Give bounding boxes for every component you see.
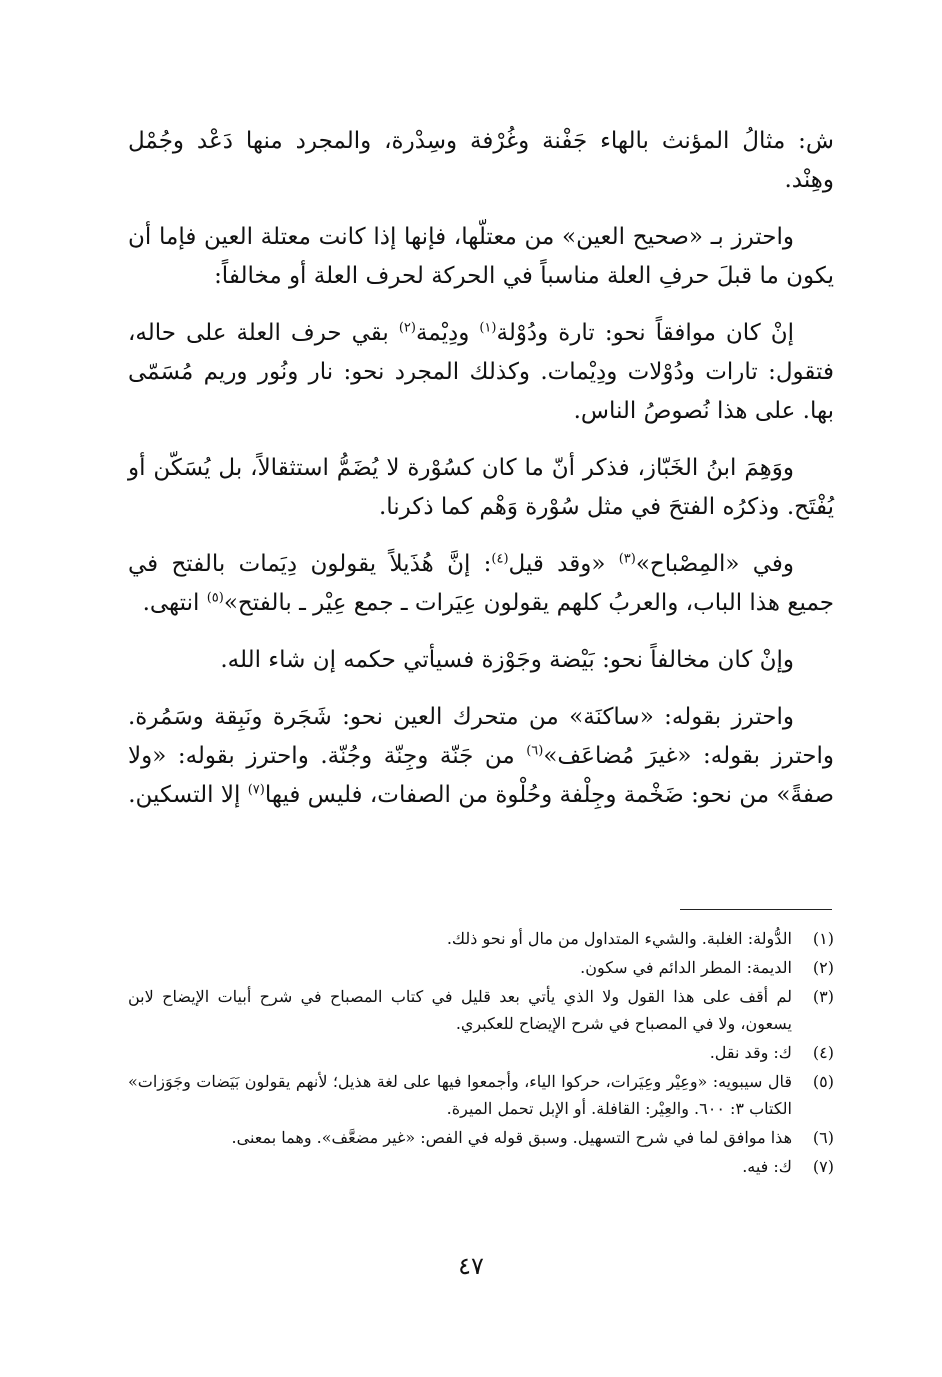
- footnote-text: لم أقف على هذا القول ولا الذي يأتي بعد قليل في كتاب المصباح في شرح أبيات الإيضاح لابن يسعون، ولا في المصباح في شرح الإيضاح للعكبري.: [128, 987, 792, 1033]
- paragraph-7-text-a: واحترز بقوله: «ساكنَة» من متحرك العين نحو: شَجَرة ونَبِقة وسَمُرة. واحترز بقوله: «غيرَ مُضاعَف»: [128, 704, 834, 769]
- footnote-item: [128, 925, 834, 952]
- footnote-item: [128, 983, 834, 1037]
- footnote-number: (٥): [812, 1072, 834, 1091]
- paragraph-2-text: واحترز بـ «صحيح العين» من معتلّها، فإنها إذا كانت معتلة العين فإما أن يكون ما قبلَ حرفِ العلة مناسباً في الحركة لحرف العلة أو مخالفاً:: [128, 224, 834, 289]
- footnote-number: (٤): [812, 1043, 834, 1062]
- footnote-number: (٦): [812, 1128, 834, 1147]
- footnote-ref-4: (٤): [491, 551, 509, 567]
- paragraph-3: [128, 314, 834, 431]
- footnotes: [128, 925, 834, 1182]
- paragraph-5-text-d: انتهى.: [142, 590, 207, 616]
- paragraph-2: [128, 218, 834, 296]
- paragraph-6-text: وإنْ كان مخالفاً نحو: بَيْضة وجَوْزة فسيأتي حكمه إن شاء الله.: [220, 647, 794, 673]
- footnote-number: (٢): [812, 958, 834, 977]
- footnote-text: قال سيبويه: «وعِيْر وعِيَرات، حركوا الياء، وأجمعوا فيها على لغة هذيل؛ لأنهم يقولون بَيَضات وجَوَزات» الكتاب ٣: ٦٠٠. والعِيْر: القافلة. أو الإبل تحمل الميرة.: [128, 1072, 793, 1118]
- footnote-ref-6: (٦): [526, 743, 544, 759]
- footnote-text: الديمة: المطر الدائم في سكون.: [580, 958, 792, 977]
- paragraph-6: [128, 641, 834, 680]
- footnote-ref-5: (٥): [206, 590, 224, 606]
- footnote-divider: [680, 909, 832, 910]
- footnote-ref-1: (١): [479, 320, 497, 336]
- paragraph-5-text-c: : إنَّ هُذَيلاً يقولون دِيَمات بالفتح في جميع هذا الباب، والعربُ كلهم يقولون عِيَرات ـ جمع عِيْر ـ بالفتح»: [128, 551, 834, 616]
- page-number: ٤٧: [458, 1252, 484, 1280]
- paragraph-5-text-a: وفي «المِصْباح»: [635, 551, 794, 577]
- footnote-text: ك: فيه.: [742, 1157, 792, 1176]
- paragraph-1-text: ش: مثالُ المؤنث بالهاء جَفْنة وغُرْفة وسِدْرة، والمجرد منها دَعْد وجُمْل وهِنْد.: [128, 128, 834, 193]
- paragraph-4: [128, 449, 834, 527]
- paragraph-5: [128, 545, 834, 623]
- footnote-item: [128, 1124, 834, 1151]
- main-text: [128, 122, 834, 833]
- footnote-number: (٧): [812, 1157, 834, 1176]
- paragraph-5-text-b: «وقد قيل: [508, 551, 619, 577]
- footnote-number: (٣): [812, 987, 834, 1006]
- footnote-item: [128, 1068, 834, 1122]
- paragraph-7-text-c: إلا التسكين.: [128, 782, 248, 808]
- footnote-ref-2: (٢): [398, 320, 416, 336]
- footnote-item: [128, 1153, 834, 1180]
- paragraph-3-text-a: إنْ كان موافقاً نحو: تارة ودُوْلة: [496, 320, 795, 346]
- paragraph-1: [128, 122, 834, 200]
- footnote-ref-7: (٧): [247, 782, 265, 798]
- paragraph-7: [128, 698, 834, 815]
- footnote-text: هذا موافق لما في شرح التسهيل. وسبق قوله في الفص: «غير مضعَّف». وهما بمعنى.: [231, 1128, 792, 1147]
- footnote-number: (١): [812, 929, 834, 948]
- footnote-text: الدُّولة: الغلبة. والشيء المتداول من مال أو نحو ذلك.: [446, 929, 792, 948]
- paragraph-7-text-b: من جَنّة وجِنّة وجُنّة. واحترز بقوله: «ولا صفةً» من نحو: ضَخْمة وجِلْفة وحُلْوة من الصفات، فليس فيها: [128, 743, 834, 808]
- footnote-ref-3: (٣): [618, 551, 636, 567]
- footnote-item: [128, 1039, 834, 1066]
- footnote-item: [128, 954, 834, 981]
- paragraph-4-text: ووَهِمَ ابنُ الخَبّاز، فذكر أنّ ما كان كسُوْرة لا يُضَمُّ استثقالاً، بل يُسَكّن أو يُفْتَح. وذكرُه الفتحَ في مثل سُوْرة وَهْم كما ذكرنا.: [128, 455, 834, 520]
- footnote-text: ك: وقد نقل.: [709, 1043, 792, 1062]
- paragraph-3-text-c: بقي حرف العلة على حاله، فتقول: تارات ودُوْلات ودِيْمات. وكذلك المجرد نحو: نار ونُور وريم مُسَمّى بها. على هذا نُصوصُ الناس.: [128, 320, 834, 424]
- paragraph-3-text-b: ودِيْمة: [415, 320, 480, 346]
